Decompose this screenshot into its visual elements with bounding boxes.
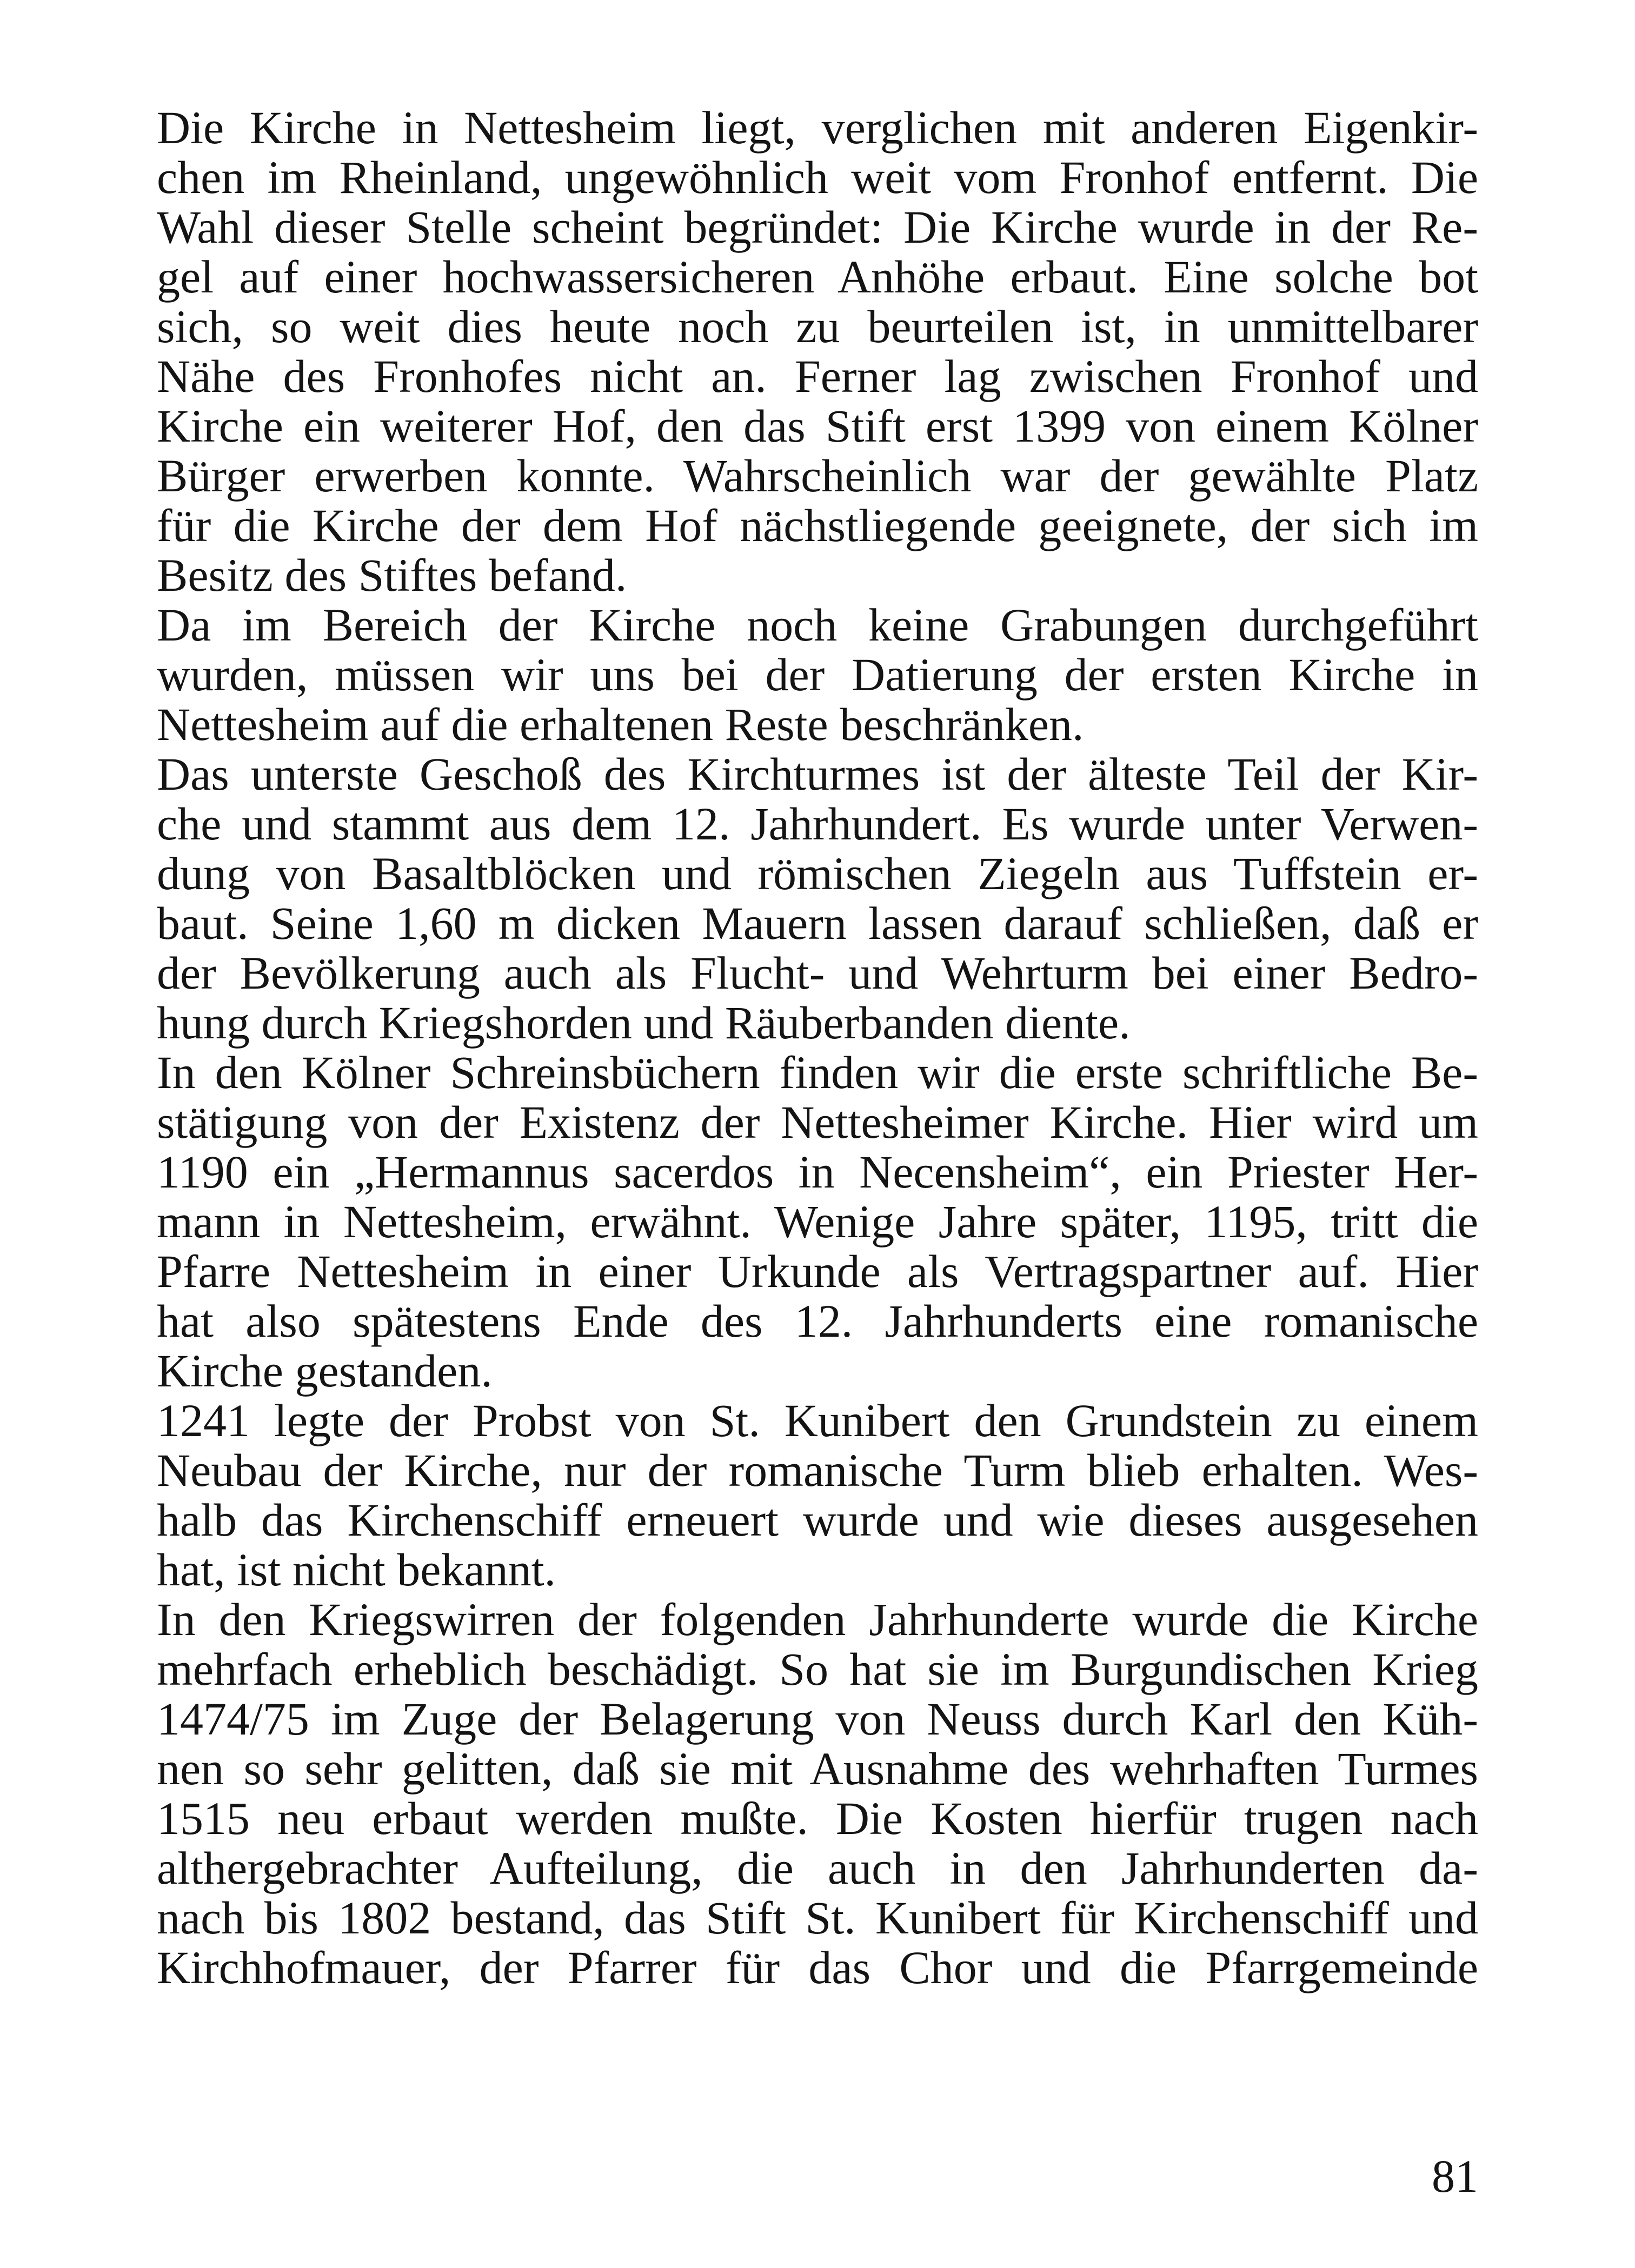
- text-line: nach bis 1802 bestand, das Stift St. Kunibert für Kirchenschiff und: [157, 1892, 1478, 1944]
- text-line: Besitz des Stiftes befand.: [157, 549, 627, 601]
- body-text: [157, 103, 1478, 1992]
- text-line: Neubau der Kirche, nur der romanische Turm blieb erhalten. Wes-: [157, 1444, 1478, 1496]
- text-line: Da im Bereich der Kirche noch keine Grabungen durchgeführt: [157, 599, 1478, 651]
- page-number: 81: [1432, 2150, 1478, 2202]
- text-line: Kirche gestanden.: [157, 1345, 493, 1397]
- text-line: 1241 legte der Probst von St. Kunibert den Grundstein zu einem: [157, 1395, 1478, 1446]
- text-line: wurden, müssen wir uns bei der Datierung der ersten Kirche in: [157, 649, 1478, 701]
- text-line: Wahl dieser Stelle scheint begründet: Die Kirche wurde in der Re-: [157, 201, 1478, 253]
- text-line: sich, so weit dies heute noch zu beurteilen ist, in unmittelbarer: [157, 301, 1478, 352]
- text-line: hat, ist nicht bekannt.: [157, 1544, 556, 1596]
- text-line: In den Kriegswirren der folgenden Jahrhunderte wurde die Kirche: [157, 1593, 1478, 1645]
- text-line: Kirchhofmauer, der Pfarrer für das Chor und die Pfarrgemeinde: [157, 1942, 1478, 1993]
- text-line: chen im Rheinland, ungewöhnlich weit vom Fronhof entfernt. Die: [157, 151, 1478, 203]
- text-line: mehrfach erheblich beschädigt. So hat sie im Burgundischen Krieg: [157, 1643, 1478, 1695]
- text-line: nen so sehr gelitten, daß sie mit Ausnahme des wehrhaften Turmes: [157, 1743, 1478, 1795]
- text-line: Die Kirche in Nettesheim liegt, verglichen mit anderen Eigenkir-: [157, 102, 1478, 154]
- text-line: 1190 ein „Hermannus sacerdos in Necensheim“, ein Priester Her-: [157, 1146, 1478, 1198]
- text-line: stätigung von der Existenz der Nettesheimer Kirche. Hier wird um: [157, 1096, 1478, 1148]
- text-line: hat also spätestens Ende des 12. Jahrhunderts eine romanische: [157, 1295, 1478, 1347]
- text-line: althergebrachter Aufteilung, die auch in den Jahrhunderten da-: [157, 1842, 1478, 1894]
- text-line: Nettesheim auf die erhaltenen Reste beschränken.: [157, 698, 1084, 750]
- text-line: 1515 neu erbaut werden mußte. Die Kosten hierfür trugen nach: [157, 1792, 1478, 1844]
- text-line: Das unterste Geschoß des Kirchturmes ist der älteste Teil der Kir-: [157, 748, 1478, 800]
- text-line: Bürger erwerben konnte. Wahrscheinlich war der gewählte Platz: [157, 450, 1478, 502]
- text-line: hung durch Kriegshorden und Räuberbanden diente.: [157, 997, 1131, 1049]
- text-line: für die Kirche der dem Hof nächstliegende geeignete, der sich im: [157, 499, 1478, 551]
- text-line: mann in Nettesheim, erwähnt. Wenige Jahre später, 1195, tritt die: [157, 1196, 1478, 1248]
- text-line: der Bevölkerung auch als Flucht- und Wehrturm bei einer Bedro-: [157, 947, 1478, 999]
- text-line: Pfarre Nettesheim in einer Urkunde als Vertragspartner auf. Hier: [157, 1245, 1478, 1297]
- text-line: Nähe des Fronhofes nicht an. Ferner lag zwischen Fronhof und: [157, 350, 1478, 402]
- text-line: 1474/75 im Zuge der Belagerung von Neuss durch Karl den Küh-: [157, 1693, 1478, 1745]
- text-line: che und stammt aus dem 12. Jahrhundert. Es wurde unter Verwen-: [157, 798, 1478, 850]
- text-line: dung von Basaltblöcken und römischen Ziegeln aus Tuffstein er-: [157, 848, 1478, 899]
- text-line: halb das Kirchenschiff erneuert wurde und wie dieses ausgesehen: [157, 1494, 1478, 1546]
- text-line: Kirche ein weiterer Hof, den das Stift erst 1399 von einem Kölner: [157, 400, 1478, 452]
- text-line: In den Kölner Schreinsbüchern finden wir die erste schriftliche Be-: [157, 1046, 1478, 1098]
- text-line: gel auf einer hochwassersicheren Anhöhe erbaut. Eine solche bot: [157, 251, 1478, 303]
- text-line: baut. Seine 1,60 m dicken Mauern lassen darauf schließen, daß er: [157, 897, 1478, 949]
